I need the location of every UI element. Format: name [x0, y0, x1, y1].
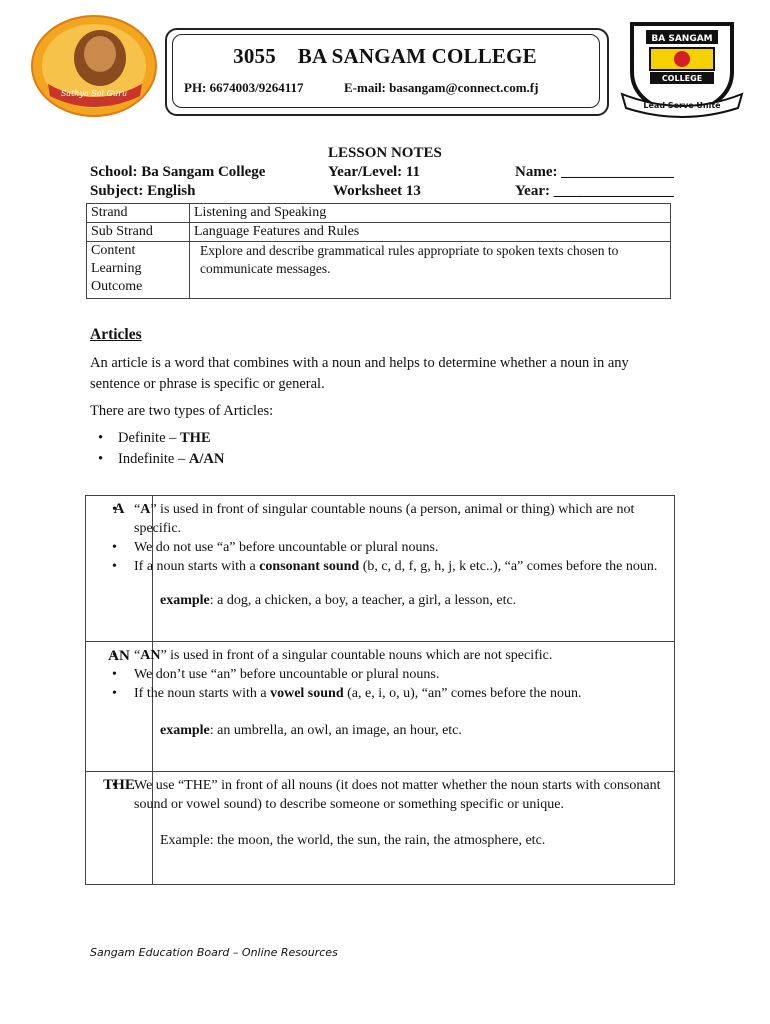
- list-item: • We don’t use “an” before uncountable or plural nouns.: [86, 665, 666, 684]
- row-content-the: [134, 776, 666, 850]
- list-item: • “AN” is used in front of a singular countable nouns which are not specific.: [86, 646, 666, 665]
- crest-top-text: BA SANGAM: [651, 34, 713, 44]
- list-item: • “A” is used in front of singular countable nouns (a person, animal or thing) which are not specific.: [86, 500, 666, 538]
- articles-intro: An article is a word that combines with a noun and helps to determine whether a noun in any sentence or phrase is specific or general.: [90, 355, 629, 392]
- row-label-an: AN: [108, 648, 130, 664]
- list-item: • We do not use “a” before uncountable or plural nouns.: [86, 538, 666, 557]
- list-item: • If a noun starts with a consonant sound (b, c, d, f, g, h, j, k etc..), “a” comes before the noun.: [86, 557, 666, 576]
- indefinite-label: Indefinite –: [118, 451, 189, 467]
- row-content-an: [134, 646, 666, 740]
- row-content-a: [134, 500, 666, 610]
- strand-key: Strand: [87, 204, 190, 223]
- college-emblem-left: [30, 14, 158, 118]
- lesson-notes-title: LESSON NOTES: [328, 145, 442, 161]
- sub-strand-row: [87, 223, 671, 242]
- college-name: 3055 BA SANGAM COLLEGE: [233, 44, 537, 68]
- email-address: E-mail: basangam@connect.com.fj: [344, 80, 539, 95]
- student-name-field: Name: _______________: [515, 164, 674, 180]
- student-year-field: Year: ________________: [515, 183, 674, 199]
- article-types-list: [90, 428, 224, 470]
- row-divider: [86, 641, 674, 642]
- list-item: • We use “THE” in front of all nouns (it does not matter whether the noun starts with consonant sound or vowel sound) to describe someone or something specific or unique.: [86, 776, 666, 814]
- learning-outcome-row: [87, 242, 671, 299]
- phone-number: PH: 6674003/9264117: [184, 80, 304, 95]
- example-a: example: a dog, a chicken, a boy, a teacher, a girl, a lesson, etc.: [160, 593, 517, 608]
- row-divider: [86, 771, 674, 772]
- definite-value: THE: [180, 430, 211, 446]
- row-label-a: A: [113, 501, 125, 517]
- curriculum-table: [86, 203, 671, 299]
- strand-value: Listening and Speaking: [190, 204, 671, 223]
- list-item: • If the noun starts with a vowel sound (a, e, i, o, u), “an” comes before the noun.: [86, 684, 666, 703]
- row-label-the: THE: [103, 777, 135, 793]
- list-item: [90, 449, 224, 470]
- example-the: Example: the moon, the world, the sun, the rain, the atmosphere, etc.: [160, 833, 546, 848]
- articles-heading: Articles: [90, 326, 142, 343]
- sub-strand-key: Sub Strand: [87, 223, 190, 242]
- indefinite-value: A/AN: [188, 451, 225, 467]
- college-crest-right: [620, 18, 744, 120]
- crest-mid-text: COLLEGE: [661, 74, 703, 83]
- subject-field: Subject: English: [90, 183, 196, 199]
- worksheet-number: Worksheet 13: [333, 183, 421, 199]
- definite-label: Definite –: [118, 430, 181, 446]
- strand-row: [87, 204, 671, 223]
- footer-text: Sangam Education Board – Online Resources: [90, 946, 338, 959]
- types-intro: There are two types of Articles:: [90, 403, 274, 419]
- learning-outcome-value: Explore and describe grammatical rules appropriate to spoken texts chosen to communicate messages.: [190, 242, 671, 299]
- year-level-field: Year/Level: 11: [328, 164, 421, 180]
- crest-ribbon-text: Lead Serve Unite: [643, 101, 721, 110]
- example-an: example: an umbrella, an owl, an image, an hour, etc.: [160, 723, 462, 738]
- list-item: [90, 428, 224, 449]
- learning-outcome-key: Content Learning Outcome: [87, 242, 190, 299]
- articles-table: [85, 495, 675, 885]
- left-logo-caption: Sathya Sai Guru: [60, 89, 128, 98]
- school-field: School: Ba Sangam College: [90, 164, 266, 180]
- sub-strand-value: Language Features and Rules: [190, 223, 671, 242]
